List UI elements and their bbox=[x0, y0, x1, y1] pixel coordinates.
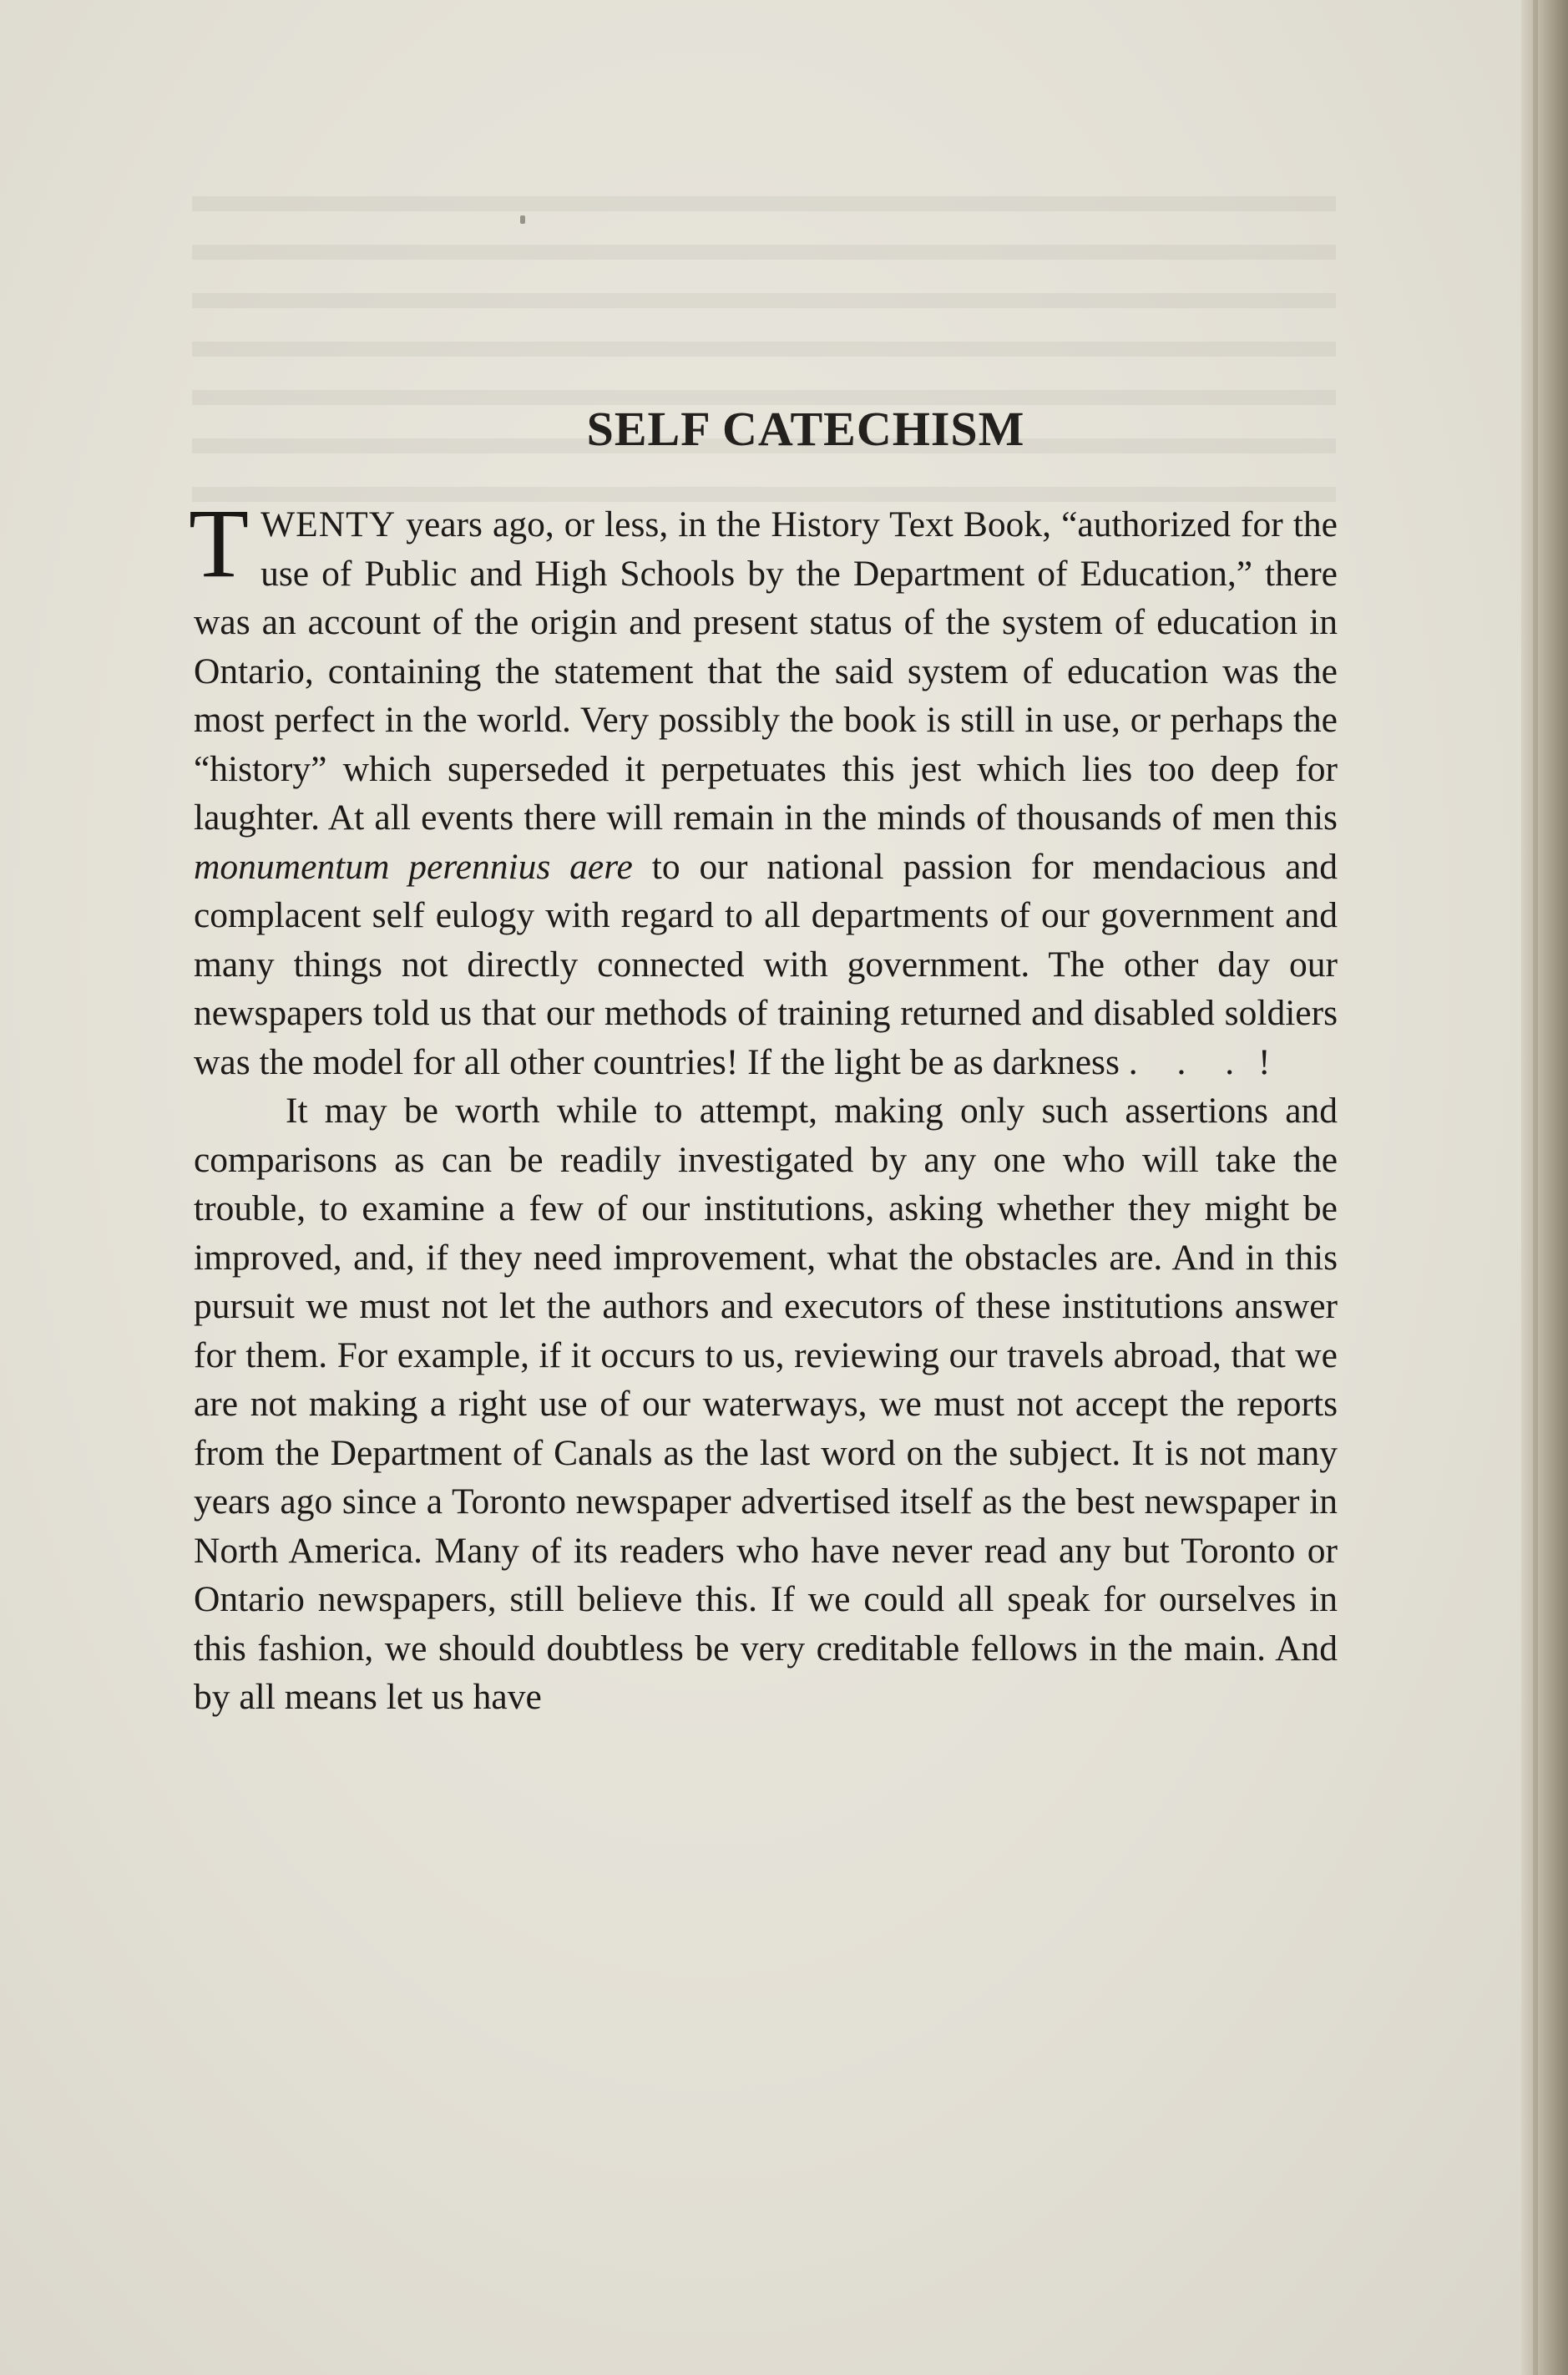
paragraph-2: It may be worth while to attempt, making only such assertions and comparisons as can be readily investigated by any one who will take the trouble, to examine a few of our institutions, asking whether they might be improved, and, if they need improvement, what the obstacles are. And in this pursuit we must not let the authors and executors of these institutions answer for them. For example, if it occurs to us, reviewing our travels abroad, that we are not making a right use of our waterways, we must not accept the reports from the Department of Canals as the last word on the subject. It is not many years ago since a Toronto newspaper advertised itself as the best newspaper in North America. Many of its readers who have never read any but Toronto or Ontario newspapers, still believe this. If we could all speak for ourselves in this fashion, we should doubtless be very creditable fellows in the main. And by all means let us have bbox=[194, 1091, 1338, 1717]
paragraph-1-text: years ago, or less, in the History Text Book, “authorized for the use of Public and High Schools by the Department of Education,” there was an account of the origin and present status of the system of education in Ontario, containing the statement that the said system of education was the most perfect in the world. Very possibly the book is still in use, or perhaps the “history” which superseded it perpetuates this jest which lies too deep for laughter. At all events there will remain in the minds of thousands of men this bbox=[194, 504, 1338, 838]
paper-speck bbox=[520, 215, 525, 224]
drop-cap: T bbox=[189, 489, 250, 598]
paragraph-1-end: ! bbox=[1249, 1041, 1271, 1082]
ellipsis: . . . bbox=[1128, 1041, 1250, 1082]
book-binding-edge bbox=[1521, 0, 1568, 2375]
page-title: SELF CATECHISM bbox=[586, 402, 1025, 456]
page-content bbox=[189, 401, 1338, 1722]
paragraph-1-text-2: to our national passion for mendacious and complacent self eulogy with regard to all departments of our government and many things not directly connected with government. The other day our newspapers told us that our methods of training returned and disabled soldiers was the model for all other countries! If the light be as darkness bbox=[194, 846, 1338, 1082]
latin-phrase: monumentum perennius aere bbox=[194, 846, 633, 887]
lead-word: WENTY bbox=[260, 504, 397, 544]
paragraph-1 bbox=[189, 489, 1338, 1086]
